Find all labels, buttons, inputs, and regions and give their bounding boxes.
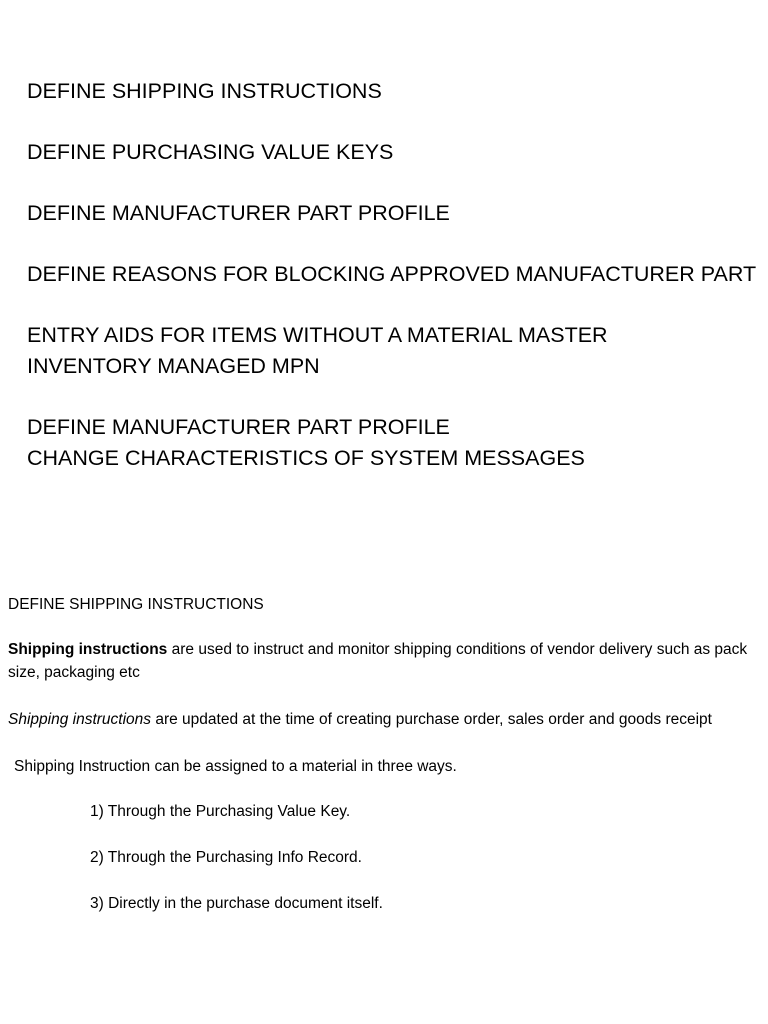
topic-line: DEFINE SHIPPING INSTRUCTIONS (27, 79, 382, 103)
topic-group (27, 412, 768, 474)
way-item: 2) Through the Purchasing Info Record. (90, 849, 362, 866)
way-item: 1) Through the Purchasing Value Key. (90, 803, 351, 820)
topic-line: DEFINE MANUFACTURER PART PROFILE (27, 415, 450, 439)
definition-paragraph (8, 638, 768, 684)
topic-group (27, 76, 768, 107)
ways-intro: Shipping Instruction can be assigned to a material in three ways. (14, 758, 457, 775)
topic-line: DEFINE REASONS FOR BLOCKING APPROVED MANUFACTURER PART (27, 262, 757, 286)
term-italic: Shipping instructions (8, 711, 152, 728)
topic-group (27, 259, 768, 290)
topic-group (27, 137, 768, 168)
topic-line: ENTRY AIDS FOR ITEMS WITHOUT A MATERIAL MASTER (27, 323, 608, 347)
topic-group (27, 320, 768, 382)
update-paragraph (8, 708, 768, 731)
topic-line: DEFINE PURCHASING VALUE KEYS (27, 140, 394, 164)
way-item: 3) Directly in the purchase document itself. (90, 895, 383, 912)
topic-line: CHANGE CHARACTERISTICS OF SYSTEM MESSAGES (27, 446, 585, 470)
section-heading: DEFINE SHIPPING INSTRUCTIONS (8, 596, 264, 613)
topic-list (27, 76, 768, 504)
topic-group (27, 198, 768, 229)
update-text: are updated at the time of creating purchase order, sales order and goods receipt (151, 711, 712, 728)
shipping-instructions-section (8, 593, 768, 938)
definition-text: are used to instruct and monitor shipping conditions of vendor delivery such as pack size, packaging etc (8, 641, 748, 681)
topic-line: INVENTORY MANAGED MPN (27, 354, 320, 378)
term-bold: Shipping instructions (8, 641, 168, 658)
topic-line: DEFINE MANUFACTURER PART PROFILE (27, 201, 450, 225)
